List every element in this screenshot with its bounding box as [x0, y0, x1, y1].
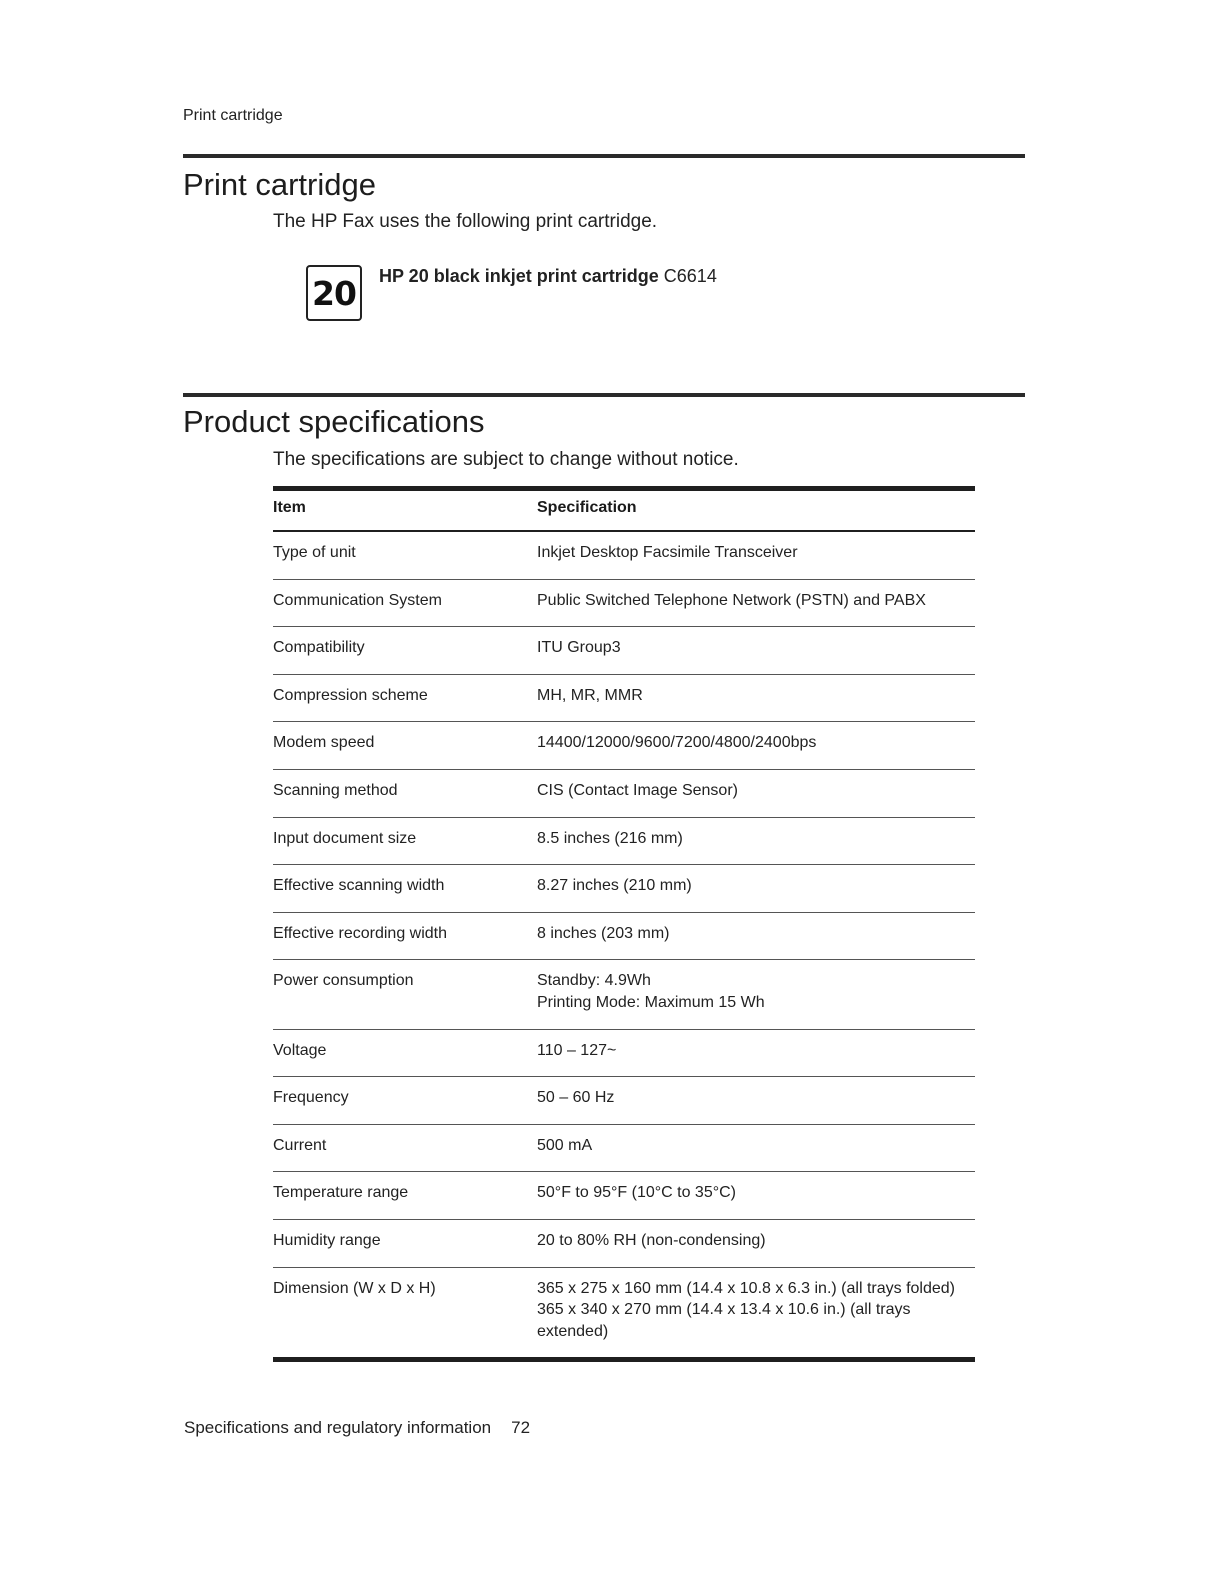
- cartridge-code: C6614: [663, 266, 717, 286]
- spec-value: [537, 674, 975, 722]
- column-header-specification: Specification: [537, 499, 637, 516]
- spec-value-line: Inkjet Desktop Facsimile Transceiver: [537, 544, 798, 561]
- cartridge-number-icon: [306, 265, 362, 321]
- spec-value: [537, 579, 975, 627]
- spec-value-line: 50 – 60 Hz: [537, 1089, 615, 1107]
- section-title-product-specifications: Product specifications: [183, 404, 485, 439]
- table-row: [273, 1077, 975, 1125]
- spec-item: Frequency: [273, 1089, 349, 1107]
- spec-value-line: MH, MR, MMR: [537, 686, 643, 704]
- spec-value-line: 110 – 127~: [537, 1041, 617, 1059]
- spec-value: [537, 1267, 975, 1360]
- section-intro: The specifications are subject to change without notice.: [273, 449, 739, 470]
- spec-value-line: CIS (Contact Image Sensor): [537, 781, 738, 799]
- spec-value: [537, 1172, 975, 1220]
- section-intro: The HP Fax uses the following print cartridge.: [273, 211, 658, 232]
- spec-item: Scanning method: [273, 781, 398, 799]
- table-row: [273, 1124, 975, 1172]
- spec-value-line: ITU Group3: [537, 639, 621, 657]
- spec-value: [537, 627, 975, 675]
- spec-table: [273, 486, 975, 1362]
- page-number: 72: [511, 1418, 531, 1437]
- table-row: [273, 627, 975, 675]
- spec-item: Temperature range: [273, 1184, 409, 1202]
- table-row: [273, 960, 975, 1029]
- spec-value-line: 8 inches (203 mm): [537, 924, 670, 942]
- table-row: [273, 1267, 975, 1360]
- spec-value-line: Public Switched Telephone Network (PSTN) and PABX: [537, 591, 926, 609]
- spec-value: [537, 769, 975, 817]
- spec-item: Dimension (W x D x H): [273, 1279, 436, 1297]
- spec-value: [537, 1124, 975, 1172]
- cartridge-name: HP 20 black inkjet print cartridge: [379, 266, 659, 286]
- table-row: [273, 865, 975, 913]
- section-divider: [183, 393, 1025, 397]
- spec-item: Effective scanning width: [273, 877, 445, 895]
- spec-item: Compatibility: [273, 639, 365, 657]
- spec-value-line: 20 to 80% RH (non-condensing): [537, 1231, 766, 1249]
- spec-value: [537, 531, 975, 579]
- spec-item: Type of unit: [273, 544, 356, 561]
- table-row: [273, 531, 975, 579]
- spec-item: Current: [273, 1136, 327, 1154]
- spec-table-body: [273, 531, 975, 1360]
- spec-item: Humidity range: [273, 1231, 381, 1249]
- spec-value-line: Printing Mode: Maximum 15 Wh: [537, 993, 765, 1011]
- table-header-row: [273, 489, 975, 532]
- table-row: [273, 1219, 975, 1267]
- table-row: [273, 912, 975, 960]
- spec-value-line: 8.5 inches (216 mm): [537, 829, 683, 847]
- cartridge-label: [379, 266, 717, 287]
- table-row: [273, 817, 975, 865]
- spec-item: Power consumption: [273, 972, 414, 990]
- page-footer: [184, 1418, 530, 1438]
- spec-value: [537, 912, 975, 960]
- spec-value: [537, 960, 975, 1029]
- running-head: Print cartridge: [183, 107, 283, 124]
- spec-value-line: 14400/12000/9600/7200/4800/2400bps: [537, 734, 817, 752]
- table-row: [273, 1172, 975, 1220]
- spec-value-line: 8.27 inches (210 mm): [537, 877, 692, 895]
- spec-item: Input document size: [273, 829, 417, 847]
- spec-item: Compression scheme: [273, 686, 428, 704]
- spec-value: [537, 865, 975, 913]
- spec-value: [537, 1029, 975, 1077]
- spec-value: [537, 1077, 975, 1125]
- section-title-print-cartridge: Print cartridge: [183, 167, 376, 202]
- cartridge-number: 20: [312, 273, 356, 313]
- table-row: [273, 579, 975, 627]
- spec-item: Effective recording width: [273, 924, 448, 942]
- table-row: [273, 674, 975, 722]
- table-row: [273, 722, 975, 770]
- spec-value-line: 365 x 340 x 270 mm (14.4 x 13.4 x 10.6 in.) (all trays extended): [537, 1301, 911, 1340]
- column-header-item: Item: [273, 499, 306, 516]
- spec-value-line: 500 mA: [537, 1136, 593, 1154]
- table-row: [273, 769, 975, 817]
- section-divider: [183, 154, 1025, 158]
- spec-value-line: 50°F to 95°F (10°C to 35°C): [537, 1184, 737, 1202]
- table-row: [273, 1029, 975, 1077]
- spec-value: [537, 817, 975, 865]
- spec-value-line: Standby: 4.9Wh: [537, 972, 651, 990]
- spec-value: [537, 1219, 975, 1267]
- spec-item: Voltage: [273, 1041, 327, 1059]
- spec-value: [537, 722, 975, 770]
- spec-item: Modem speed: [273, 734, 375, 752]
- spec-value-line: 365 x 275 x 160 mm (14.4 x 10.8 x 6.3 in.) (all trays folded): [537, 1279, 955, 1297]
- footer-text: Specifications and regulatory information: [184, 1418, 492, 1437]
- spec-item: Communication System: [273, 591, 442, 609]
